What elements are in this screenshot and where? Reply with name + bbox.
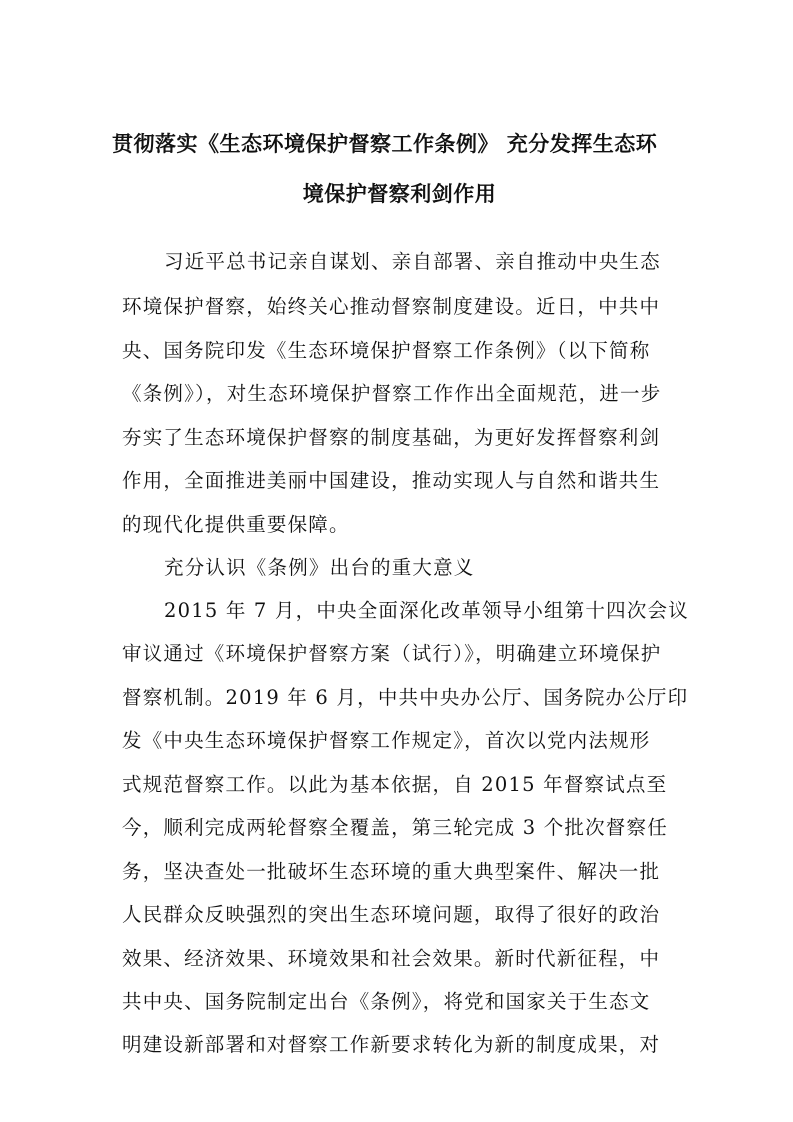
paragraph-line: 共中央、国务院制定出台《条例》，将党和国家关于生态文 xyxy=(122,990,651,1013)
paragraph-line: 发《中央生态环境保护督察工作规定》，首次以党内法规形 xyxy=(122,729,651,752)
paragraph-line: 《条例》），对生态环境保护督察工作作出全面规范，进一步 xyxy=(122,382,662,405)
paragraph-line: 的现代化提供重要保障。 xyxy=(122,513,350,536)
paragraph-line: 夯实了生态环境保护督察的制度基础，为更好发挥督察利剑 xyxy=(122,426,661,449)
section-heading: 充分认识《条例》出台的重大意义 xyxy=(164,556,475,579)
paragraph-line: 督察机制。2019 年 6 月，中共中央办公厅、国务院办公厅印 xyxy=(122,686,689,709)
paragraph-line: 习近平总书记亲自谋划、亲自部署、亲自推动中央生态 xyxy=(164,250,661,273)
document-title-line-1: 贯彻落实《生态环境保护督察工作条例》 充分发挥生态环 xyxy=(112,131,658,156)
document-title-line-2: 境保护督察利剑作用 xyxy=(302,181,497,206)
paragraph-line: 作用，全面推进美丽中国建设，推动实现人与自然和谐共生 xyxy=(122,469,661,492)
paragraph-line: 效果、经济效果、环境效果和社会效果。新时代新征程，中 xyxy=(122,947,661,970)
paragraph-line: 人民群众反映强烈的突出生态环境问题，取得了很好的政治 xyxy=(122,903,661,926)
paragraph-line: 环境保护督察，始终关心推动督察制度建设。近日，中共中 xyxy=(122,295,661,318)
paragraph-line: 明建设新部署和对督察工作新要求转化为新的制度成果，对 xyxy=(122,1033,661,1056)
paragraph-line: 2015 年 7 月，中央全面深化改革领导小组第十四次会议 xyxy=(164,599,689,622)
paragraph-line: 式规范督察工作。以此为基本依据，自 2015 年督察试点至 xyxy=(122,773,668,796)
paragraph-line: 审议通过《环境保护督察方案（试行）》，明确建立环境保护 xyxy=(122,642,662,665)
paragraph-line: 务，坚决查处一批破坏生态环境的重大典型案件、解决一批 xyxy=(122,860,661,883)
paragraph-line: 今，顺利完成两轮督察全覆盖，第三轮完成 3 个批次督察任 xyxy=(122,816,668,839)
paragraph-line: 央、国务院印发《生态环境保护督察工作条例》（以下简称 xyxy=(122,339,651,362)
